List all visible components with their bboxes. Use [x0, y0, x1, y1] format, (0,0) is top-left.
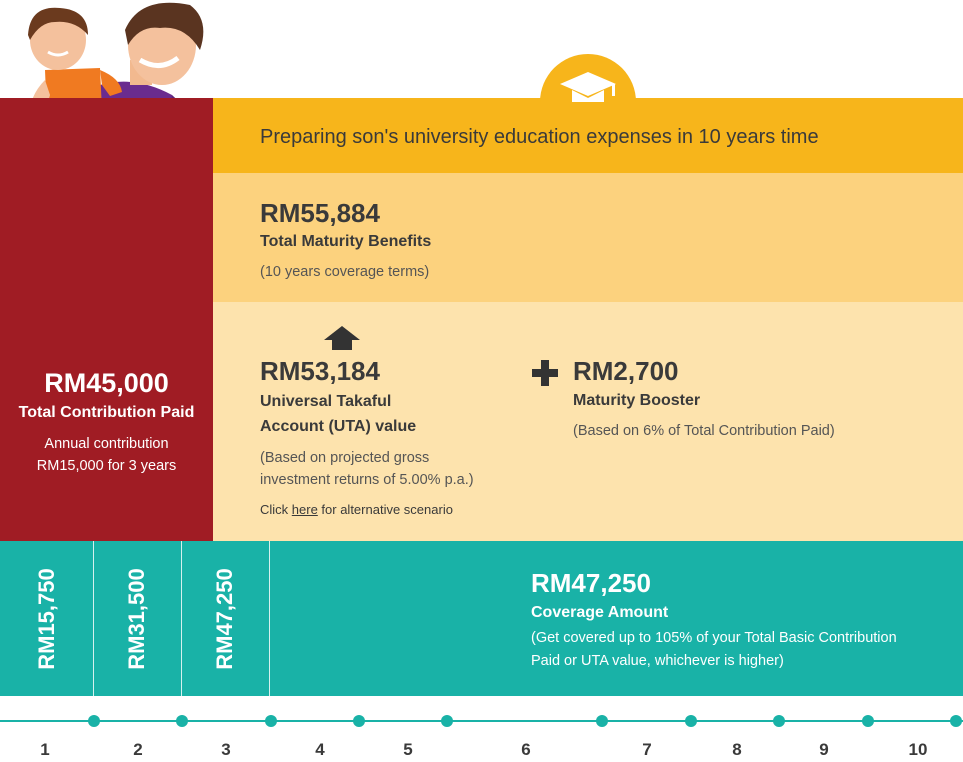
total-contribution-amount: RM45,000 — [44, 368, 169, 398]
timeline-year: 1 — [40, 740, 50, 759]
annual-contribution-line2: RM15,000 for 3 years — [36, 458, 177, 474]
timeline-dot — [176, 715, 188, 727]
maturity-term: (10 years coverage terms) — [260, 264, 430, 280]
uta-label-line1: Universal Takaful — [260, 393, 392, 410]
click-prefix: Click — [260, 502, 292, 517]
contribution-panel — [0, 98, 213, 541]
uta-label-line2: Account (UTA) value — [260, 418, 417, 435]
coverage-label: Coverage Amount — [531, 604, 669, 621]
timeline-year: 2 — [133, 740, 143, 759]
year-divider — [181, 541, 182, 696]
timeline-year: 4 — [315, 740, 325, 759]
timeline-dot — [862, 715, 874, 727]
year-divider — [93, 541, 94, 696]
timeline-dot — [441, 715, 453, 727]
year-divider — [269, 541, 270, 696]
timeline-year: 10 — [908, 740, 928, 759]
timeline-year: 5 — [403, 740, 413, 759]
booster-note: (Based on 6% of Total Contribution Paid) — [573, 423, 835, 439]
coverage-year3-value: RM47,250 — [212, 568, 237, 670]
uta-note-line2: investment returns of 5.00% p.a.) — [260, 472, 474, 488]
timeline-year: 9 — [819, 740, 829, 759]
timeline-dot — [950, 715, 962, 727]
total-contribution-label: Total Contribution Paid — [18, 404, 195, 421]
uta-note-line1: (Based on projected gross — [260, 450, 430, 466]
coverage-year2-value: RM31,500 — [124, 568, 149, 670]
up-arrow-icon — [324, 326, 360, 350]
click-suffix: for alternative scenario — [317, 502, 453, 517]
timeline-year: 6 — [521, 740, 531, 759]
timeline-dot — [685, 715, 697, 727]
timeline-line — [0, 720, 963, 722]
uta-amount: RM53,184 — [260, 356, 380, 386]
coverage-note-line1: (Get covered up to 105% of your Total Basic Contribution — [531, 630, 897, 646]
coverage-year1-value: RM15,750 — [34, 568, 59, 670]
timeline-year: 7 — [642, 740, 652, 759]
graduation-cap-icon — [540, 46, 636, 102]
timeline-dot — [596, 715, 608, 727]
booster-label: Maturity Booster — [573, 392, 701, 409]
timeline-dot — [353, 715, 365, 727]
plus-icon — [532, 360, 558, 386]
booster-amount: RM2,700 — [573, 356, 679, 386]
coverage-note-line2: Paid or UTA value, whichever is higher) — [531, 653, 784, 669]
timeline-year: 3 — [221, 740, 231, 759]
alternative-scenario-text — [260, 502, 453, 517]
maturity-amount: RM55,884 — [260, 198, 380, 228]
alternative-scenario-link[interactable]: here — [291, 502, 318, 517]
maturity-label: Total Maturity Benefits — [260, 233, 432, 250]
timeline-dot — [265, 715, 277, 727]
timeline-dot — [88, 715, 100, 727]
timeline-year: 8 — [732, 740, 742, 759]
timeline-dot — [773, 715, 785, 727]
page-title: Preparing son's university education expenses in 10 years time — [260, 126, 819, 148]
coverage-amount: RM47,250 — [531, 568, 651, 598]
annual-contribution-line1: Annual contribution — [44, 436, 169, 452]
